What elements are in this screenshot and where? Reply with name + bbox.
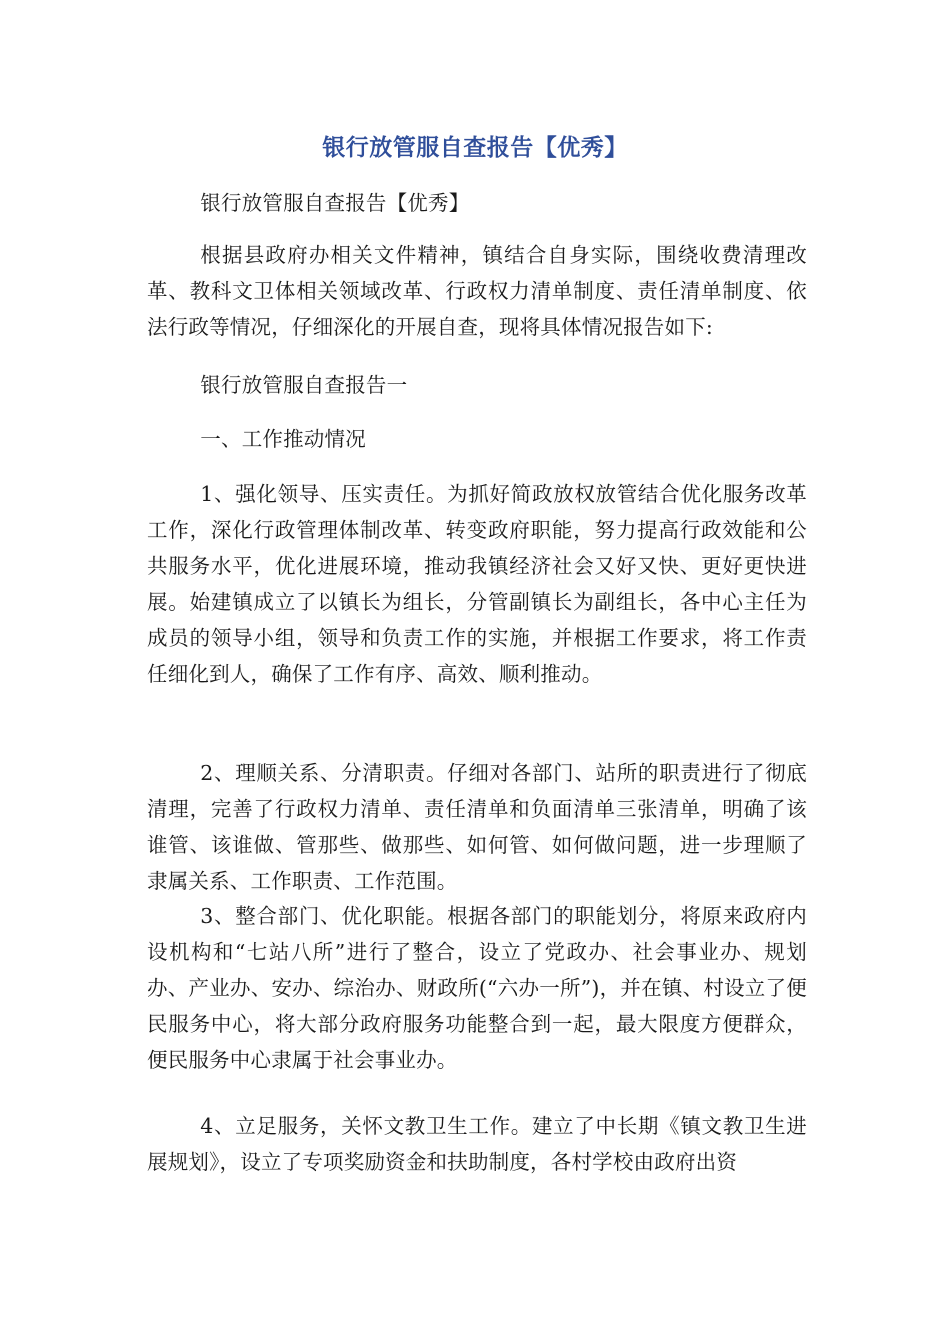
paragraph-item-1: 1、强化领导、压实责任。为抓好简政放权放管结合优化服务改革工作，深化行政管理体制改革、转变政府职能，努力提高行政效能和公共服务水平，优化进展环境，推动我镇经济社会又好又快、更好更快进展。始建镇成立了以镇长为组长，分管副镇长为副组长，各中心主任为成员的领导小组，领导和负责工作的实施，并根据工作要求，将工作责任细化到人，确保了工作有序、高效、顺利推动。 [147, 482, 807, 686]
paragraph-item-3: 3、整合部门、优化职能。根据各部门的职能划分，将原来政府内设机构和“七站八所”进行了整合，设立了党政办、社会事业办、规划办、产业办、安办、综治办、财政所(“六办一所”)，并在镇、村设立了便民服务中心，将大部分政府服务功能整合到一起，最大限度方便群众，便民服务中心隶属于社会事业办。 [147, 904, 807, 1072]
paragraph-item-4: 4、立足服务，关怀文教卫生工作。建立了中长期《镇文教卫生进展规划》，设立了专项奖励资金和扶助制度，各村学校由政府出资 [147, 1114, 807, 1174]
section-heading-report-one: 银行放管服自查报告一 [200, 373, 408, 397]
document-title: 银行放管服自查报告【优秀】 [322, 135, 628, 161]
paragraph-item-2: 2、理顺关系、分清职责。仔细对各部门、站所的职责进行了彻底清理，完善了行政权力清单、责任清单和负面清单三张清单，明确了该谁管、该谁做、管那些、做那些、如何管、如何做问题，进一步理顺了隶属关系、工作职责、工作范围。 [147, 761, 807, 893]
subtitle-paragraph: 银行放管服自查报告【优秀】 [200, 191, 470, 215]
section-heading-work-progress: 一、工作推动情况 [200, 427, 366, 451]
intro-paragraph: 根据县政府办相关文件精神，镇结合自身实际，围绕收费清理改革、教科文卫体相关领域改革、行政权力清单制度、责任清单制度、依法行政等情况，仔细深化的开展自查，现将具体情况报告如下: [147, 243, 807, 339]
